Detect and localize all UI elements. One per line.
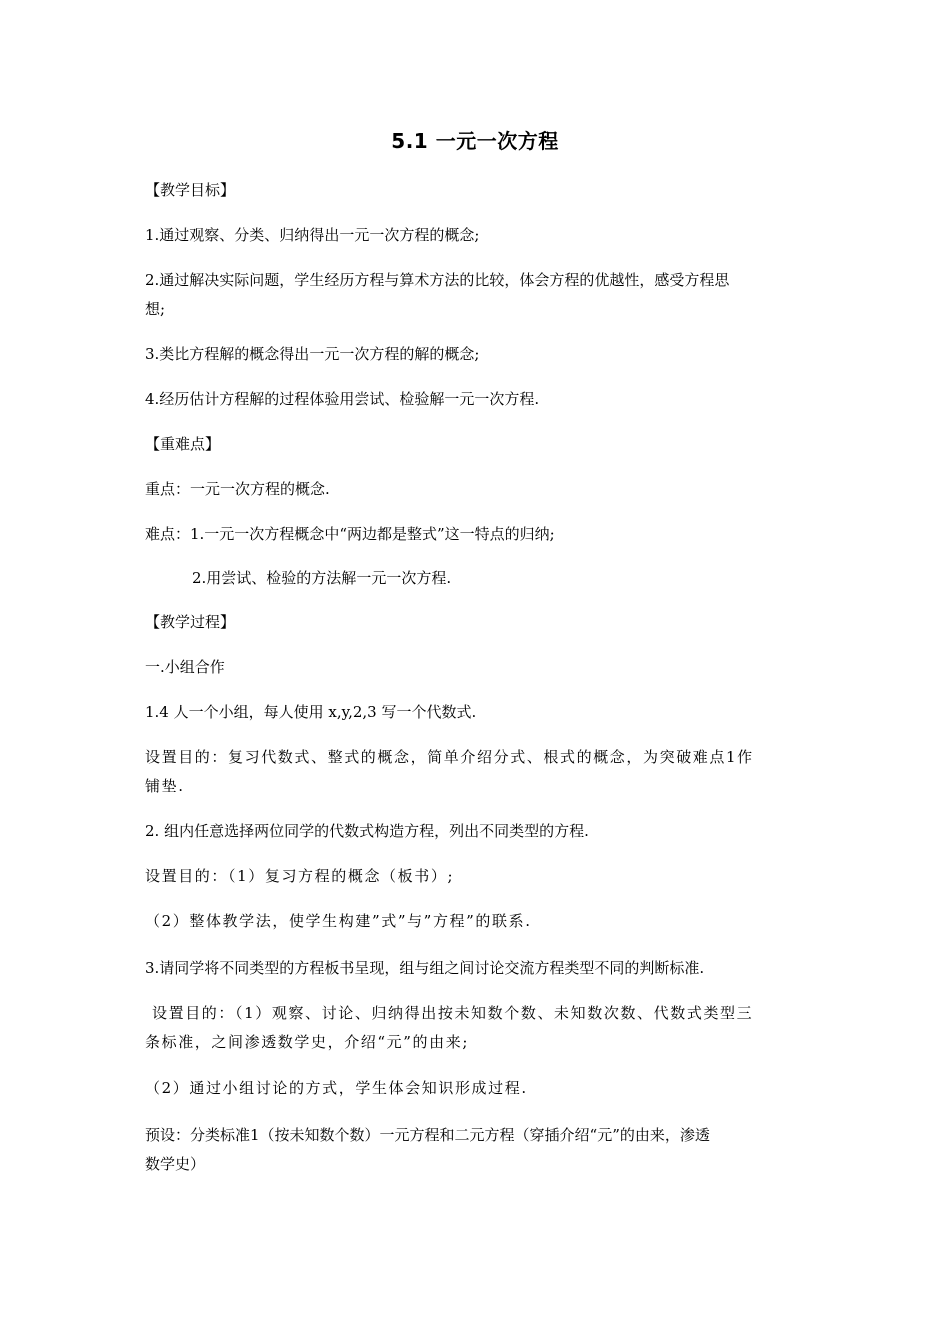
preset-standard-cont: 数学史） (145, 1155, 206, 1173)
process-step-heading: 一.小组合作 (145, 658, 225, 676)
objective-4: 4.经历估计方程解的过程体验用尝试、检验解一元一次方程. (145, 390, 540, 408)
process-item-1: 1.4 人一个小组，每人使用 x,y,2,3 写一个代数式. (145, 703, 477, 721)
document-title: 5.1 一元一次方程 (391, 129, 559, 153)
section-heading-process: 【教学过程】 (145, 613, 236, 631)
preset-standard: 预设：分类标准1（按未知数个数）一元方程和二元方程（穿插介绍“元”的由来，渗透 (145, 1126, 710, 1144)
objective-1: 1.通过观察、分类、归纳得出一元一次方程的概念; (145, 226, 480, 244)
purpose-3-cont: 条标准，之间渗透数学史，介绍“元”的由来; (145, 1033, 469, 1051)
section-heading-key-points: 【重难点】 (145, 435, 221, 453)
objective-2: 2.通过解决实际问题，学生经历方程与算术方法的比较，体会方程的优越性，感受方程思 (145, 271, 730, 289)
purpose-1-cont: 铺垫. (145, 777, 185, 795)
objective-3: 3.类比方程解的概念得出一元一次方程的解的概念; (145, 345, 480, 363)
purpose-3: 设置目的：（1）观察、讨论、归纳得出按未知数个数、未知数次数、代数式类型三 (152, 1004, 754, 1022)
process-item-2: 2. 组内任意选择两位同学的代数式构造方程，列出不同类型的方程. (145, 822, 589, 840)
purpose-2-sub: （2）整体教学法，使学生构建”式”与”方程”的联系. (145, 912, 532, 930)
difficult-point-2: 2.用尝试、检验的方法解一元一次方程. (192, 569, 452, 587)
purpose-1: 设置目的：复习代数式、整式的概念，简单介绍分式、根式的概念，为突破难点1作 (145, 748, 754, 766)
difficult-point-1: 难点：1.一元一次方程概念中“两边都是整式”这一特点的归纳; (145, 525, 555, 543)
section-heading-objectives: 【教学目标】 (145, 181, 236, 199)
key-point: 重点：一元一次方程的概念. (145, 480, 330, 498)
purpose-3-sub: （2）通过小组讨论的方式，学生体会知识形成过程. (145, 1079, 528, 1097)
purpose-2: 设置目的：（1）复习方程的概念（板书）; (145, 867, 455, 885)
objective-2-cont: 想; (145, 300, 166, 318)
process-item-3: 3.请同学将不同类型的方程板书呈现，组与组之间讨论交流方程类型不同的判断标准. (145, 959, 705, 977)
